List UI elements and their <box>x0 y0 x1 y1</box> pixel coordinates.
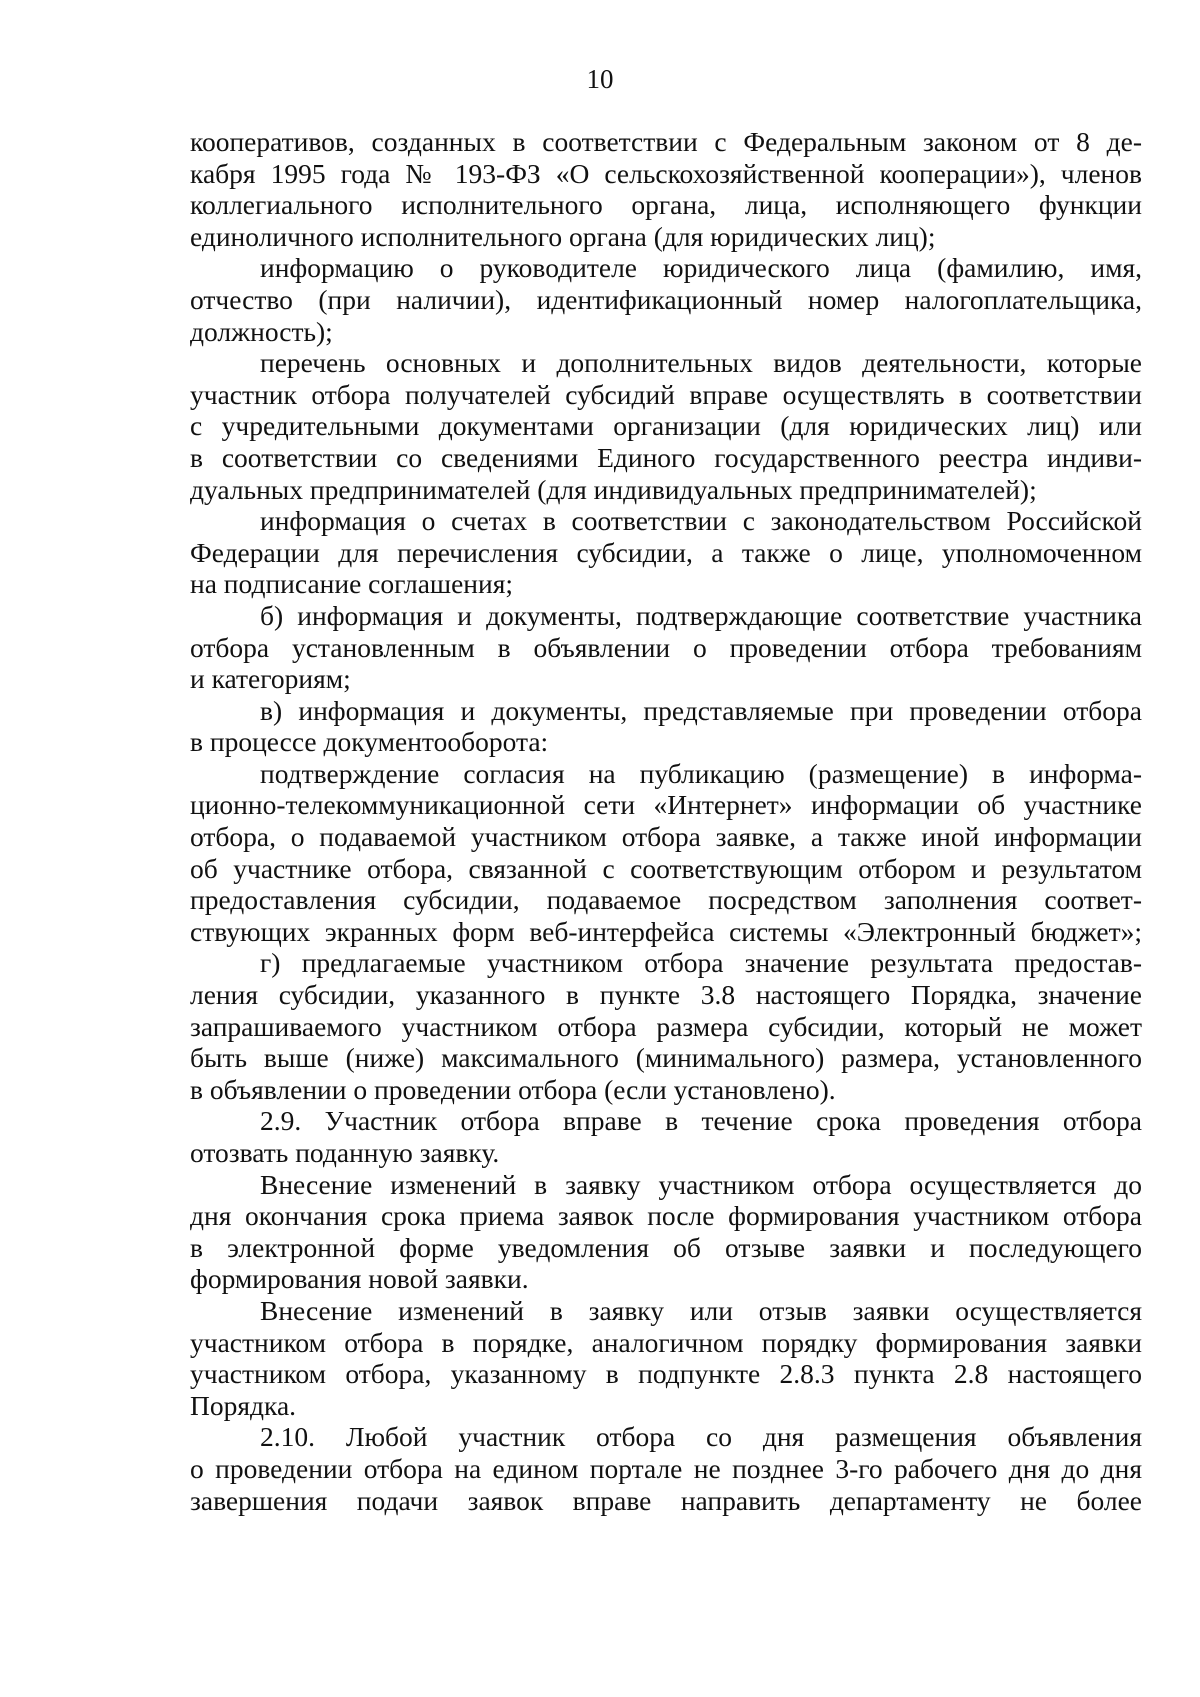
paragraph-cooperatives-continued <box>190 126 1142 252</box>
text-line: и категориям; <box>190 663 351 695</box>
text-line: в электронной форме уведомления об отзыве заявки и последующего <box>190 1231 1142 1263</box>
text-line: г) предлагаемые участником отбора значение результата предостав- <box>260 947 1142 979</box>
paragraph-item-v <box>190 695 1142 758</box>
text-line: Внесение изменений в заявку или отзыв заявки осуществляется <box>260 1294 1142 1326</box>
page-number: 10 <box>586 64 614 94</box>
text-line: б) информация и документы, подтверждающие соответствие участника <box>260 599 1142 631</box>
text-line: предоставления субсидии, подаваемое посредством заполнения соответ- <box>190 884 1142 916</box>
text-line: участник отбора получателей субсидий вправе осуществлять в соответствии <box>190 378 1142 410</box>
text-line: запрашиваемого участником отбора размера субсидии, который не может <box>190 1010 1142 1042</box>
text-line: в процессе документооборота: <box>190 726 549 758</box>
text-line: ствующих экранных форм веб-интерфейса системы «Электронный бюджет»; <box>190 915 1142 947</box>
text-line: в соответствии со сведениями Единого государственного реестра индиви- <box>190 441 1142 473</box>
text-line: об участнике отбора, связанной с соответствующим отбором и результатом <box>190 852 1142 884</box>
text-line: подтверждение согласия на публикацию (размещение) в информа- <box>260 757 1142 789</box>
paragraph-publication-consent <box>190 758 1142 948</box>
text-line: 2.9. Участник отбора вправе в течение срока проведения отбора <box>260 1105 1142 1137</box>
text-line: участником отбора, указанному в подпункте 2.8.3 пункта 2.8 настоящего <box>190 1358 1142 1390</box>
text-line: отбора установленным в объявлении о проведении отбора требованиям <box>190 631 1142 663</box>
text-line: коллегиального исполнительного органа, лица, исполняющего функции <box>190 189 1142 221</box>
text-line: дуальных предпринимателей (для индивидуальных предпринимателей); <box>190 473 1037 505</box>
text-line: Федерации для перечисления субсидии, а также о лице, уполномоченном <box>190 536 1142 568</box>
text-line: отбора, о подаваемой участником отбора заявке, а также иной информации <box>190 821 1142 853</box>
text-line: должность); <box>190 315 333 347</box>
text-line: о проведении отбора на едином портале не позднее 3-го рабочего дня до дня <box>190 1452 1142 1484</box>
text-line: дня окончания срока приема заявок после формирования участником отбора <box>190 1200 1142 1232</box>
paragraph-activities-list <box>190 347 1142 505</box>
paragraph-clause-2-10 <box>190 1421 1142 1516</box>
paragraph-item-b <box>190 600 1142 695</box>
text-line: на подписание соглашения; <box>190 568 514 600</box>
paragraph-application-changes <box>190 1169 1142 1295</box>
paragraph-clause-2-9 <box>190 1105 1142 1168</box>
text-line: кабря 1995 года № 193-ФЗ «О сельскохозяйственной кооперации»), членов <box>190 157 1142 189</box>
text-line: с учредительными документами организации (для юридических лиц) или <box>190 410 1142 442</box>
text-line: информацию о руководителе юридического лица (фамилию, имя, <box>260 252 1142 284</box>
paragraph-withdrawal-order <box>190 1295 1142 1421</box>
text-line: перечень основных и дополнительных видов деятельности, которые <box>260 347 1142 379</box>
text-line: 2.10. Любой участник отбора со дня размещения объявления <box>260 1421 1142 1453</box>
paragraph-item-g <box>190 947 1142 1105</box>
text-line: Внесение изменений в заявку участником отбора осуществляется до <box>260 1168 1142 1200</box>
text-line: формирования новой заявки. <box>190 1263 529 1295</box>
text-line: ления субсидии, указанного в пункте 3.8 настоящего Порядка, значение <box>190 979 1142 1011</box>
text-line: единоличного исполнительного органа (для юридических лиц); <box>190 220 936 252</box>
text-line: быть выше (ниже) максимального (минимального) размера, установленного <box>190 1042 1142 1074</box>
text-line: кооперативов, созданных в соответствии с Федеральным законом от 8 де- <box>190 126 1142 157</box>
text-line: в объявлении о проведении отбора (если установлено). <box>190 1073 836 1105</box>
paragraph-accounts-info <box>190 505 1142 600</box>
document-body <box>190 126 1142 1516</box>
text-line: Порядка. <box>190 1389 297 1421</box>
text-line: участником отбора в порядке, аналогичном порядку формирования заявки <box>190 1326 1142 1358</box>
text-line: в) информация и документы, представляемые при проведении отбора <box>260 694 1142 726</box>
text-line: ционно-телекоммуникационной сети «Интернет» информации об участнике <box>190 789 1142 821</box>
text-line: информация о счетах в соответствии с законодательством Российской <box>260 505 1142 537</box>
text-line: отозвать поданную заявку. <box>190 1137 500 1168</box>
text-line: завершения подачи заявок вправе направить департаменту не более <box>190 1484 1142 1516</box>
text-line: отчество (при наличии), идентификационный номер налогоплательщика, <box>190 283 1142 315</box>
paragraph-head-info <box>190 252 1142 347</box>
